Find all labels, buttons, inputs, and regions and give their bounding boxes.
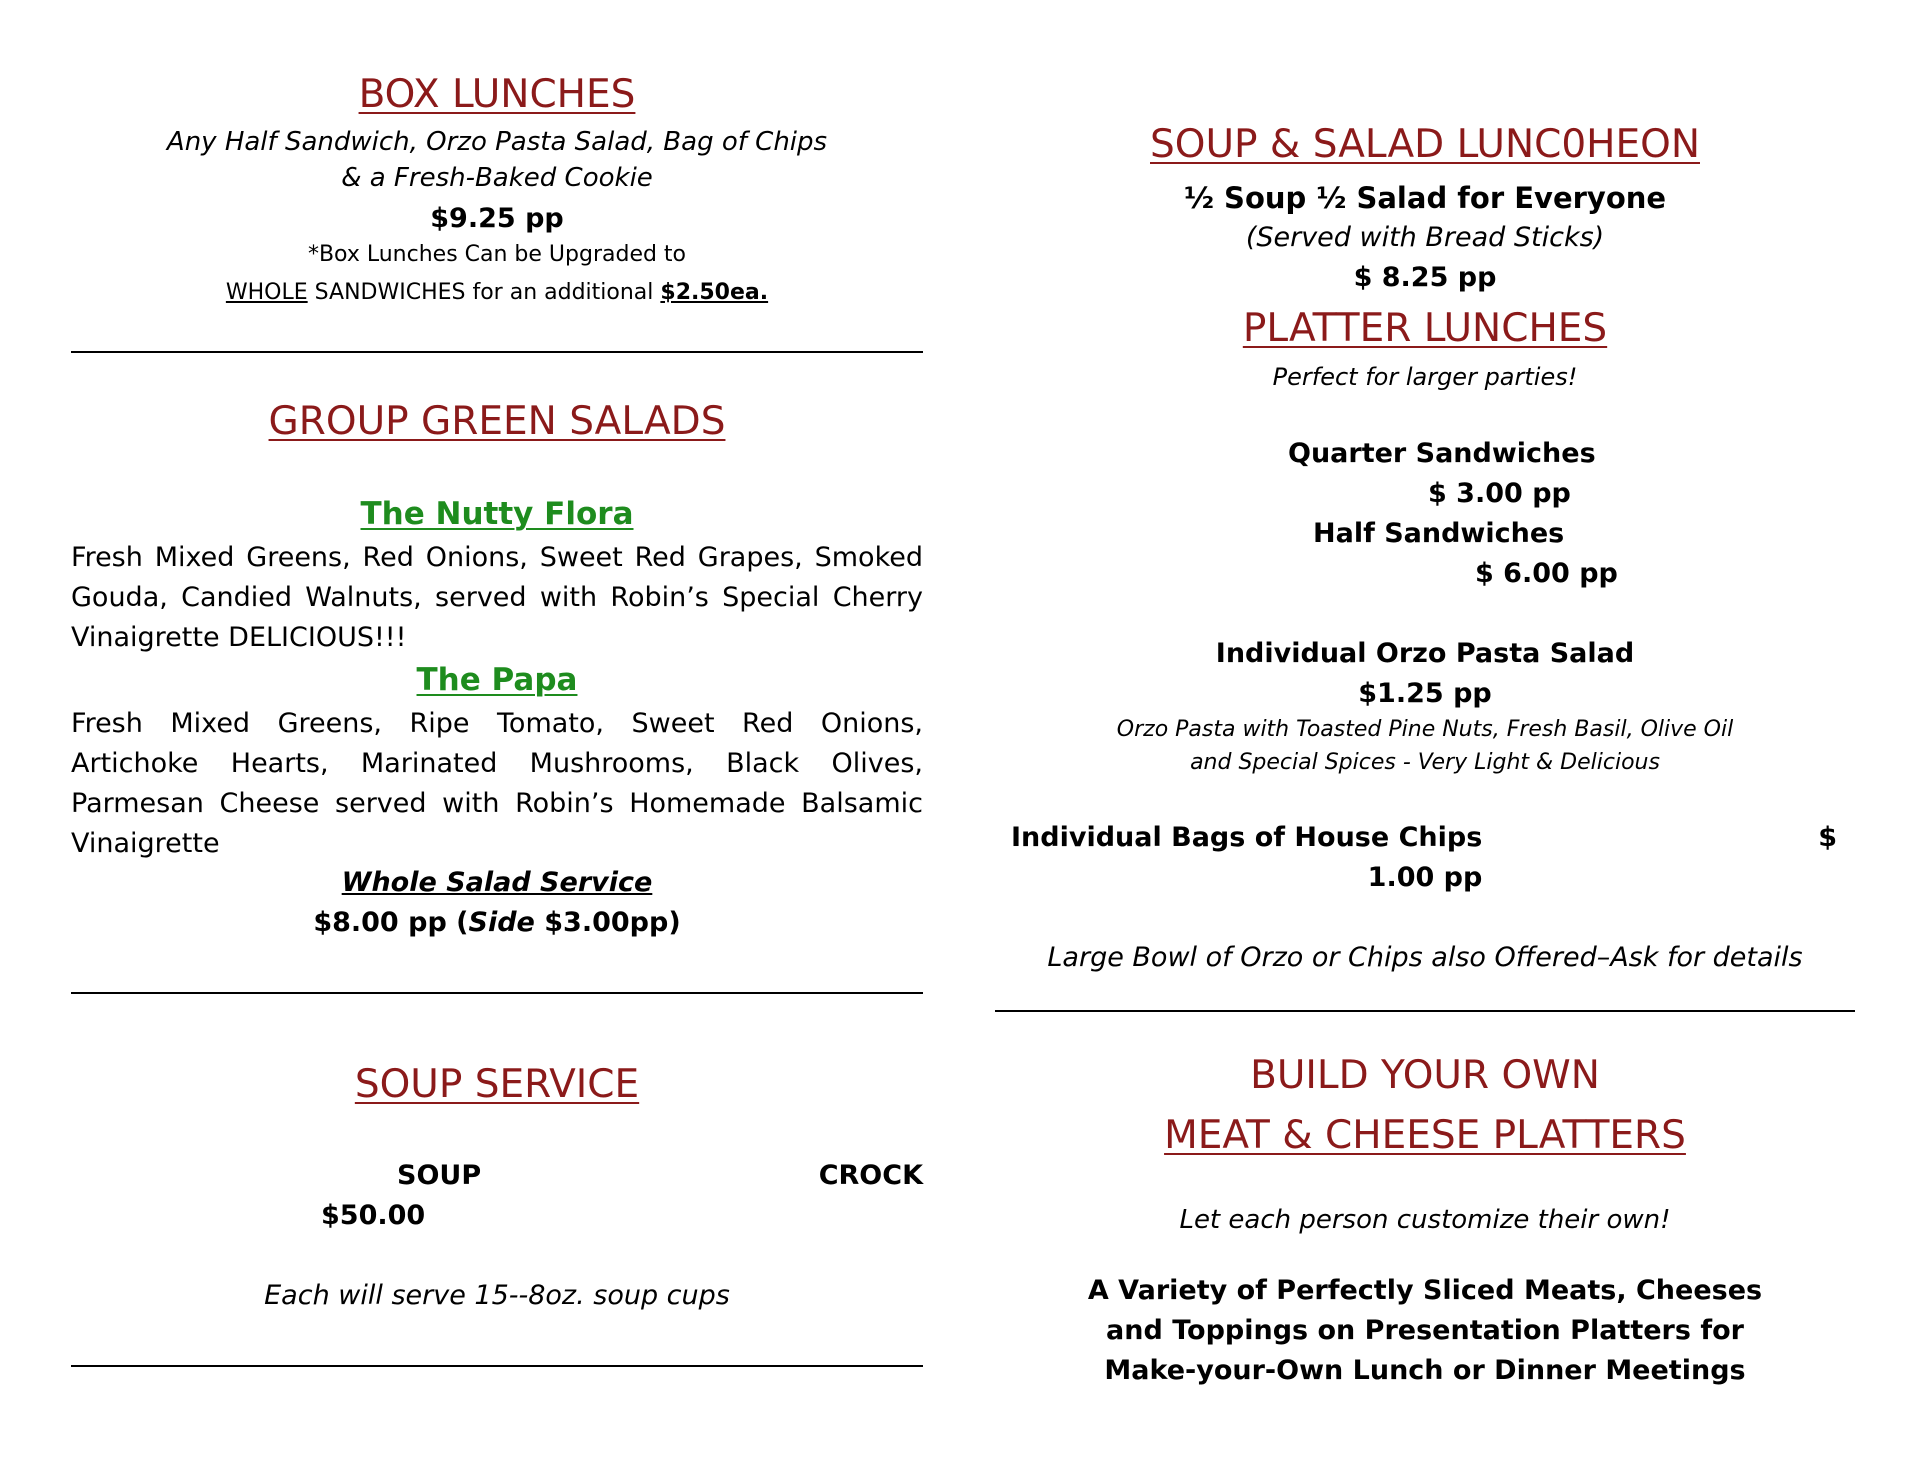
box-lunches-upgrade-line2	[71, 279, 923, 308]
divider	[71, 992, 923, 994]
build-own-desc-line1: A Variety of Perfectly Sliced Meats, Cheeses	[1087, 1275, 1763, 1306]
soup-price: $50.00	[321, 1200, 426, 1231]
build-own-title-line1: BUILD YOUR OWN	[1250, 1053, 1600, 1098]
soup-salad-line1: ½ Soup ½ Salad for Everyone	[1183, 181, 1667, 215]
soup-salad-title: SOUP & SALAD LUNC0HEON	[1150, 122, 1700, 167]
chips-dollar: $	[1818, 822, 1837, 853]
soup-note: Each will serve 15--8oz. soup cups	[264, 1280, 730, 1311]
box-lunches-desc-line2: & a Fresh-Baked Cookie	[341, 163, 653, 193]
half-label: Half Sandwiches	[1313, 518, 1565, 549]
soup-salad-line2: (Served with Bread Sticks)	[1245, 222, 1605, 253]
upgrade-rest: SANDWICHES for an additional	[307, 280, 661, 305]
salad-desc-nutty-flora: Fresh Mixed Greens, Red Onions, Sweet Red Grapes, Smoked Gouda, Candied Walnuts, served with Robin’s Special Cherry Vinaigrette DELICIOUS!!!	[71, 542, 923, 653]
divider	[995, 1010, 1855, 1012]
build-own-tagline: Let each person customize their own!	[1179, 1205, 1671, 1235]
chips-label: Individual Bags of House Chips	[1011, 822, 1483, 853]
build-own-desc-line3: Make-your-Own Lunch or Dinner Meetings	[1104, 1355, 1746, 1386]
quarter-price: $ 3.00 pp	[1428, 478, 1571, 509]
box-lunches-title: BOX LUNCHES	[358, 72, 636, 117]
soup-service-title: SOUP SERVICE	[354, 1062, 640, 1107]
salad-price-a: $8.00 pp (	[313, 907, 469, 938]
chips-price: 1.00 pp	[1367, 862, 1483, 893]
salad-price	[71, 907, 923, 939]
soup-salad-price: $ 8.25 pp	[1353, 262, 1497, 293]
salad-price-side: Side	[468, 907, 535, 938]
whole-salad-service-label: Whole Salad Service	[341, 867, 653, 898]
build-own-desc-line2: and Toppings on Presentation Platters for	[1106, 1315, 1744, 1346]
build-own-title-line2: MEAT & CHEESE PLATTERS	[1164, 1113, 1686, 1158]
upgrade-whole: WHOLE	[225, 280, 308, 305]
group-salads-title: GROUP GREEN SALADS	[268, 399, 726, 444]
salad-name-nutty-flora: The Nutty Flora	[360, 496, 634, 532]
quarter-label: Quarter Sandwiches	[1288, 438, 1596, 469]
divider	[71, 351, 923, 353]
half-price: $ 6.00 pp	[1475, 558, 1618, 589]
platter-lunches-title: PLATTER LUNCHES	[1242, 306, 1608, 351]
orzo-price: $1.25 pp	[1358, 678, 1492, 709]
upgrade-price: $2.50ea.	[660, 280, 769, 305]
orzo-desc-line1: Orzo Pasta with Toasted Pine Nuts, Fresh Basil, Olive Oil	[1116, 717, 1734, 742]
bowl-note: Large Bowl of Orzo or Chips also Offered–Ask for details	[1047, 942, 1803, 973]
platter-tagline: Perfect for larger parties!	[1272, 363, 1578, 391]
salad-name-papa: The Papa	[416, 662, 578, 698]
orzo-label: Individual Orzo Pasta Salad	[1215, 638, 1635, 669]
salad-desc-papa: Fresh Mixed Greens, Ripe Tomato, Sweet Red Onions, Artichoke Hearts, Marinated Mushrooms, Black Olives, Parmesan Cheese served with Robin’s Homemade Balsamic Vinaigrette	[71, 708, 923, 859]
salad-price-b: $3.00pp)	[534, 907, 681, 938]
divider	[71, 1365, 923, 1367]
box-lunches-price: $9.25 pp	[430, 203, 564, 234]
box-lunches-desc-line1: Any Half Sandwich, Orzo Pasta Salad, Bag of Chips	[166, 127, 828, 157]
soup-label: SOUP	[397, 1160, 482, 1191]
orzo-desc-line2: and Special Spices - Very Light & Delicious	[1190, 750, 1660, 775]
box-lunches-upgrade-line1: *Box Lunches Can be Upgraded to	[307, 242, 687, 267]
crock-label: CROCK	[818, 1160, 923, 1191]
